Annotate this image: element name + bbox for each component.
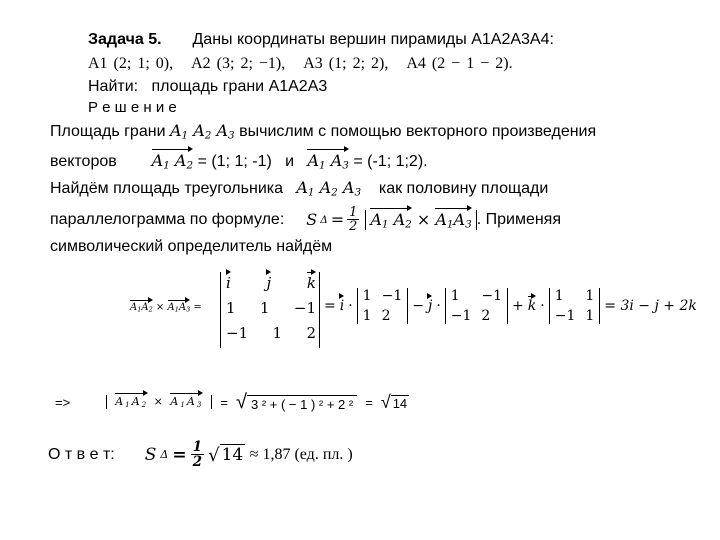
vector-a1a2: $A_1$ $A_2$ bbox=[151, 151, 194, 172]
solution-label: Р е ш е н и е bbox=[88, 99, 177, 116]
line3-after: как половину площади bbox=[378, 180, 549, 197]
sqrt-terms: 3 ² + ( − 1 ) ² + 2 ² bbox=[247, 395, 357, 412]
cross-product-result: = 3i − j + 2k bbox=[604, 298, 697, 314]
vector-a1a2-value: = (1; 1; -1) bbox=[197, 153, 272, 170]
expansion: = i · 1 −1 1 2 − j · 1 −1 −1 2 + k · 1 1 −1 1 = 3i − j + 2k bbox=[324, 288, 697, 324]
minor3-c: −1 bbox=[554, 308, 576, 324]
minor3-d: 1 bbox=[585, 308, 595, 324]
body-line-5: символический определитель найдём bbox=[50, 238, 333, 255]
find-text: площадь грани A1A2A3 bbox=[151, 78, 328, 95]
m-r3c2: 1 bbox=[272, 324, 283, 342]
task-header-line bbox=[88, 31, 554, 49]
body-line-4 bbox=[50, 206, 561, 234]
magnitude-abs: $A_1A_2 \times A_1A_3$ bbox=[106, 395, 212, 409]
m-r3c1: −1 bbox=[226, 324, 249, 342]
unit-j: j bbox=[267, 274, 272, 299]
minor3-b: 1 bbox=[585, 288, 595, 304]
point-a4: A4 (2 − 1 − 2). bbox=[406, 55, 513, 72]
task-title: Задача 5. bbox=[88, 31, 162, 48]
minor1-d: 2 bbox=[381, 308, 391, 324]
m-r2c3: −1 bbox=[293, 299, 316, 317]
equals-2: = bbox=[365, 394, 373, 410]
find-label: Найти: bbox=[88, 78, 139, 95]
line3-before: Найдём площадь треугольника bbox=[50, 180, 283, 197]
unit-i: i bbox=[226, 274, 231, 299]
line4-after: . Применяя bbox=[476, 210, 562, 228]
half-fraction: $\frac{1}{2}$ bbox=[349, 205, 358, 235]
sqrt-14: √ 14 bbox=[380, 392, 408, 412]
determinant-block bbox=[130, 270, 697, 355]
minor3-a: 1 bbox=[554, 288, 564, 304]
triangle-a1a2a3: $A_1$ $A_2$ $A_3$ bbox=[296, 178, 362, 199]
line4-text: параллелограмма по формуле: bbox=[50, 210, 285, 228]
answer-formula: S Δ = $\frac{1}{2}$ √ 14 bbox=[144, 439, 244, 471]
vector-a1a3-value: = (-1; 1;2). bbox=[353, 153, 428, 170]
sqrt-expression: √ 3 ² + ( − 1 ) ² + 2 ² bbox=[236, 392, 357, 412]
line1-before: Площадь грани bbox=[50, 123, 166, 140]
find-line bbox=[88, 78, 327, 96]
minor1-c: 1 bbox=[362, 308, 372, 324]
point-a1: A1 (2; 1; 0), bbox=[88, 55, 174, 72]
sqrt-14-value: 14 bbox=[392, 396, 408, 411]
area-formula: S Δ = $\frac{1}{2}$ $A_1$ $A_2 \times A_1A_3$ bbox=[306, 206, 476, 234]
points-line bbox=[88, 55, 513, 73]
minor1-b: −1 bbox=[381, 288, 403, 304]
point-a3: A3 (1; 2; 2), bbox=[303, 55, 389, 72]
m-r2c1: 1 bbox=[226, 299, 236, 317]
minor1-a: 1 bbox=[362, 288, 372, 304]
body-line-1 bbox=[50, 121, 596, 142]
conjunction: и bbox=[285, 153, 295, 170]
answer-line bbox=[48, 440, 353, 470]
answer-approx: ≈ 1,87 (ед. пл. ) bbox=[249, 445, 353, 463]
task-statement: Даны координаты вершин пирамиды A1A2A3A4: bbox=[192, 31, 554, 48]
magnitude-line bbox=[55, 392, 409, 412]
minor2-a: 1 bbox=[450, 288, 460, 304]
body-line-2 bbox=[50, 151, 428, 172]
determinant-matrix bbox=[226, 274, 316, 349]
line1-after: вычислим с помощью векторного произведения bbox=[239, 123, 597, 140]
answer-label: О т в е т: bbox=[48, 445, 115, 463]
body-line-3 bbox=[50, 178, 548, 199]
cross-product-label: $A_1A_2 \times A_1A_3$ = bbox=[130, 302, 202, 314]
vector-a1a3: $A_1$ $A_3$ bbox=[307, 151, 349, 172]
unit-k: k bbox=[307, 274, 316, 299]
line2-label: векторов bbox=[50, 153, 117, 170]
m-r2c2: 1 bbox=[259, 299, 270, 317]
minor2-d: 2 bbox=[481, 308, 491, 324]
implies-arrow: => bbox=[55, 394, 71, 410]
face-a1a2a3: $A_1$ $A_2$ $A_3$ bbox=[169, 121, 235, 142]
answer-sqrt-value: 14 bbox=[221, 445, 244, 466]
point-a2: A2 (3; 2; −1), bbox=[191, 55, 286, 72]
equals-1: = bbox=[220, 394, 228, 410]
minor2-c: −1 bbox=[450, 308, 472, 324]
minor2-b: −1 bbox=[481, 288, 503, 304]
m-r3c3: 2 bbox=[306, 324, 316, 342]
